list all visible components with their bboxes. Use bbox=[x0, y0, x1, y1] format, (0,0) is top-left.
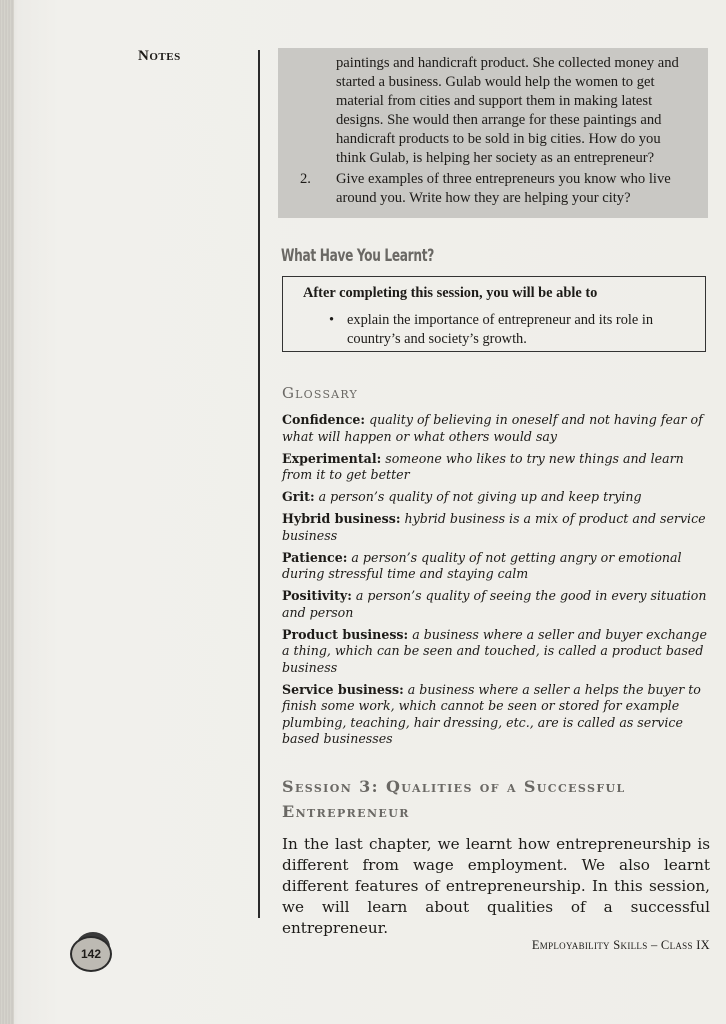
glossary-term: Experimental: bbox=[282, 450, 382, 466]
glossary-definition: someone who likes to try new things and learn from it to get better bbox=[282, 450, 684, 482]
glossary-definition: a person’s quality of seeing the good in every situation and person bbox=[282, 588, 707, 620]
learning-outcome-intro: After completing this session, you will be able to bbox=[303, 285, 598, 301]
glossary-entry bbox=[282, 627, 710, 677]
what-have-you-learnt-heading: What Have You Learnt? bbox=[281, 246, 434, 265]
running-footer: Employability Skills – Class IX bbox=[531, 938, 710, 952]
glossary-entry bbox=[282, 550, 710, 583]
activity-box bbox=[278, 48, 708, 218]
glossary-entry bbox=[282, 511, 710, 544]
glossary-list bbox=[282, 412, 710, 753]
glossary-definition: a person’s quality of not giving up and keep trying bbox=[318, 489, 642, 504]
session-title: Session 3: Qualities of a Successful Entrepreneur bbox=[282, 777, 626, 821]
glossary-entry bbox=[282, 489, 710, 506]
activity-item bbox=[300, 170, 694, 208]
glossary-term: Grit: bbox=[282, 489, 315, 504]
glossary-term: Confidence: bbox=[282, 412, 366, 427]
glossary-entry bbox=[282, 412, 710, 445]
activity-item-number: 2. bbox=[300, 171, 311, 187]
glossary-title: Glossary bbox=[282, 384, 358, 402]
glossary-term: Product business: bbox=[282, 626, 409, 642]
glossary-entry bbox=[282, 682, 710, 748]
learning-outcome-box bbox=[282, 276, 706, 352]
page-stack-edge bbox=[0, 0, 14, 1024]
activity-continuation: paintings and handicraft product. She collected money and started a business. Gulab would help the women to get material from cities and support them in making latest designs. She would then arrange for these paintings and handicraft products to be sold in big cities. How do you think Gulab, is helping her society as an entrepreneur? bbox=[336, 55, 679, 166]
glossary-definition: a business where a seller a helps the buyer to finish some work, which cannot be seen or stored for example plumbing, teaching, hair dressing, etc., are is called as service based businesses bbox=[282, 681, 701, 746]
learning-outcome-bullet bbox=[329, 311, 695, 349]
glossary-term: Patience: bbox=[282, 549, 348, 565]
glossary-definition: a person’s quality of not getting angry or emotional during stressful time and staying calm bbox=[282, 549, 682, 581]
glossary-definition: hybrid business is a mix of product and service business bbox=[282, 511, 706, 543]
glossary-entry bbox=[282, 588, 710, 621]
session-intro-paragraph: In the last chapter, we learnt how entrepreneurship is different from wage employment. We also learnt different features of entrepreneurship. In this session, we will learn about qualities of a successful entrepreneur. bbox=[282, 835, 710, 937]
glossary-definition: quality of believing in oneself and not having fear of what will happen or what others would say bbox=[282, 412, 703, 444]
margin-divider bbox=[258, 50, 260, 918]
notes-label: Notes bbox=[138, 48, 181, 64]
glossary-term: Service business: bbox=[282, 681, 404, 697]
glossary-definition: a business where a seller and buyer exchange a thing, which can be seen and touched, is called a product based business bbox=[282, 626, 707, 675]
glossary-entry bbox=[282, 451, 710, 484]
page-number: 142 bbox=[70, 936, 112, 972]
activity-item-text: Give examples of three entrepreneurs you know who live around you. Write how they are helping your city? bbox=[336, 171, 671, 206]
glossary-term: Hybrid business: bbox=[282, 511, 401, 526]
glossary-term: Positivity: bbox=[282, 588, 352, 603]
learning-outcome-text: explain the importance of entrepreneur and its role in country’s and society’s growth. bbox=[347, 312, 654, 347]
bullet-icon: • bbox=[329, 312, 335, 328]
